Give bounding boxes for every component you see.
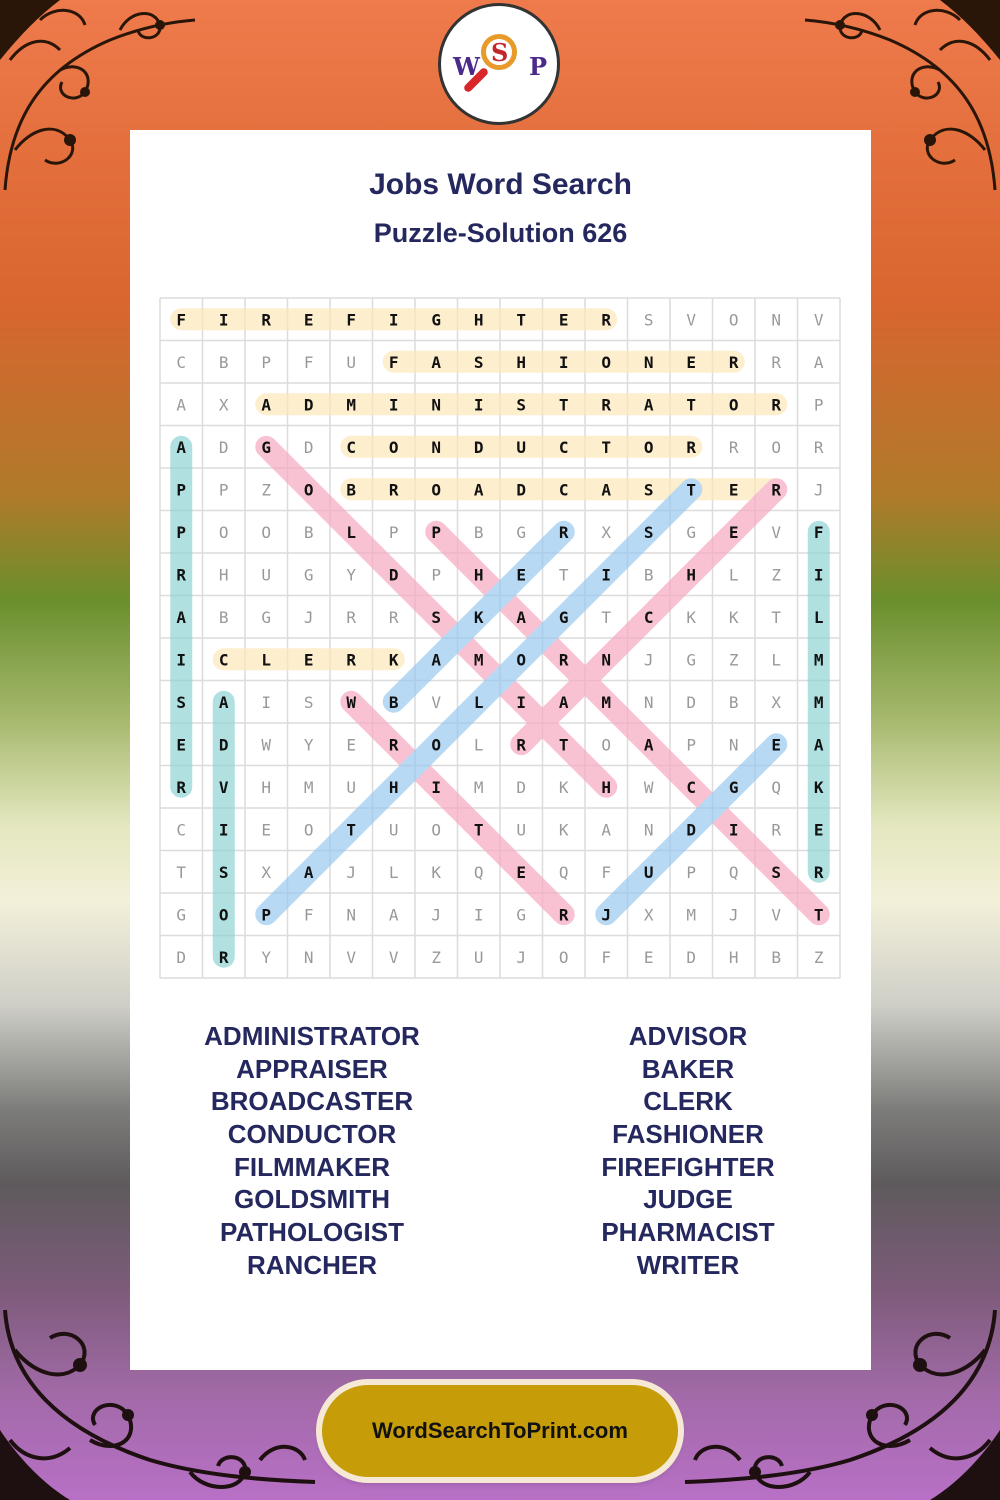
grid-cell: E [558, 310, 569, 330]
grid-cell: X [601, 522, 612, 542]
grid-cell: I [601, 565, 612, 585]
grid-cell: X [218, 395, 229, 415]
grid-cell: F [601, 862, 612, 882]
grid-cell: R [388, 607, 399, 627]
grid-cell: U [346, 777, 357, 797]
grid-cell: S [473, 352, 484, 372]
grid-cell: M [473, 777, 484, 797]
grid-cell: G [261, 437, 272, 457]
word-list-item: CLERK [643, 1086, 733, 1117]
grid-cell: F [388, 352, 399, 372]
grid-cell: L [813, 607, 824, 627]
grid-cell: I [218, 820, 229, 840]
grid-cell: H [728, 947, 739, 967]
grid-cell: T [771, 607, 782, 627]
grid-cell: R [813, 862, 824, 882]
grid-cell: V [388, 947, 399, 967]
grid-cell: V [771, 522, 782, 542]
grid-cell: A [431, 352, 442, 372]
grid-cell: P [388, 522, 399, 542]
grid-cell: D [176, 947, 187, 967]
grid-cell: E [303, 310, 314, 330]
grid-cell: J [346, 862, 357, 882]
grid-cell: U [261, 565, 272, 585]
grid-cell: O [303, 480, 314, 500]
word-list-item: PATHOLOGIST [220, 1217, 404, 1248]
grid-cell: O [643, 437, 654, 457]
grid-cell: W [346, 692, 357, 712]
grid-cell: R [728, 352, 739, 372]
grid-cell: U [346, 352, 357, 372]
grid-cell: H [473, 310, 484, 330]
grid-cell: E [771, 735, 782, 755]
logo-letter-p: P [529, 52, 548, 81]
grid-cell: C [346, 437, 357, 457]
grid-cell: D [303, 437, 314, 457]
grid-cell: J [813, 480, 824, 500]
grid-cell: N [771, 310, 782, 330]
grid-cell: N [643, 820, 654, 840]
grid-cell: E [303, 650, 314, 670]
grid-cell: U [473, 947, 484, 967]
word-list-item: FILMMAKER [234, 1151, 390, 1182]
grid-cell: Q [771, 777, 782, 797]
grid-cell: F [176, 310, 187, 330]
grid-cell: H [261, 777, 272, 797]
word-list-right [508, 1020, 868, 1282]
grid-cell: Q [558, 862, 569, 882]
grid-cell: L [473, 692, 484, 712]
grid-cell: A [516, 607, 527, 627]
grid-cell: W [643, 777, 654, 797]
grid-cell: G [516, 905, 527, 925]
grid-cell: S [643, 480, 654, 500]
grid-cell: J [643, 650, 654, 670]
grid-cell: T [601, 607, 612, 627]
grid-cell: M [813, 692, 824, 712]
grid-cell: P [686, 735, 697, 755]
grid-cell: K [431, 862, 442, 882]
grid-cell: Y [303, 735, 314, 755]
grid-cell: I [218, 310, 229, 330]
grid-cell: B [388, 692, 399, 712]
grid-cell: Z [771, 565, 782, 585]
grid-cell: M [303, 777, 314, 797]
grid-cell: S [431, 607, 442, 627]
word-list-item: GOLDSMITH [234, 1184, 390, 1215]
grid-cell: I [473, 905, 484, 925]
grid-cell: H [686, 565, 697, 585]
grid-cell: O [771, 437, 782, 457]
grid-cell: L [728, 565, 739, 585]
grid-cell: D [303, 395, 314, 415]
grid-cell: D [686, 692, 697, 712]
grid-cell: J [431, 905, 442, 925]
grid-cell: P [261, 352, 272, 372]
grid-cell: C [558, 437, 569, 457]
grid-cell: D [516, 480, 527, 500]
grid-cell: T [473, 820, 484, 840]
grid-cell: S [516, 395, 527, 415]
grid-cell: E [813, 820, 824, 840]
grid-cell: L [346, 522, 357, 542]
word-list-item: ADMINISTRATOR [204, 1021, 420, 1051]
grid-cell: P [431, 522, 442, 542]
grid-cell: P [176, 480, 187, 500]
grid-cell: A [601, 820, 612, 840]
grid-cell: I [473, 395, 484, 415]
grid-cell: K [473, 607, 484, 627]
grid-cell: E [643, 947, 654, 967]
grid-cell: M [601, 692, 612, 712]
grid-cell: O [218, 522, 229, 542]
grid-cell: T [558, 735, 569, 755]
grid-cell: U [516, 437, 527, 457]
grid-cell: W [261, 735, 272, 755]
grid-cell: H [601, 777, 612, 797]
grid-cell: I [388, 395, 399, 415]
grid-cell: L [388, 862, 399, 882]
grid-cell: B [218, 607, 229, 627]
grid-cell: A [261, 395, 272, 415]
grid-cell: K [813, 777, 824, 797]
grid-cell: T [516, 310, 527, 330]
grid-cell: S [643, 310, 654, 330]
grid-cell: S [218, 862, 229, 882]
grid-cell: V [431, 692, 442, 712]
grid-cell: I [516, 692, 527, 712]
grid-cell: O [261, 522, 272, 542]
site-link-button[interactable] [322, 1385, 678, 1477]
grid-cell: P [261, 905, 272, 925]
grid-cell: D [473, 437, 484, 457]
grid-cell: R [261, 310, 272, 330]
word-list-item: ADVISOR [628, 1021, 748, 1051]
grid-cell: N [346, 905, 357, 925]
grid-cell: R [771, 352, 782, 372]
grid-cell: D [388, 565, 399, 585]
grid-cell: X [643, 905, 654, 925]
word-list-item: APPRAISER [236, 1053, 388, 1084]
word-list-item: WRITER [636, 1249, 740, 1280]
grid-cell: I [558, 352, 569, 372]
grid-cell: X [261, 862, 272, 882]
word-list-item: CONDUCTOR [227, 1119, 397, 1150]
grid-cell: V [346, 947, 357, 967]
word-list-item: JUDGE [643, 1184, 733, 1215]
grid-cell: R [516, 735, 527, 755]
grid-cell: T [813, 905, 824, 925]
grid-cell: M [346, 395, 357, 415]
grid-cell: H [388, 777, 399, 797]
grid-cell: O [558, 947, 569, 967]
grid-cell: O [728, 310, 739, 330]
grid-cell: Z [431, 947, 442, 967]
grid-cell: A [303, 862, 314, 882]
puzzle-panel [130, 130, 871, 1370]
grid-cell: I [813, 565, 824, 585]
grid-cell: R [771, 395, 782, 415]
site-link-label: WordSearchToPrint.com [372, 1418, 628, 1443]
grid-cell: R [558, 522, 569, 542]
grid-cell: E [516, 862, 527, 882]
grid-cell: A [388, 905, 399, 925]
grid-cell: E [516, 565, 527, 585]
grid-cell: H [218, 565, 229, 585]
grid-cell: S [176, 692, 187, 712]
grid-cell: K [728, 607, 739, 627]
grid-cell: O [303, 820, 314, 840]
grid-cell: X [771, 692, 782, 712]
grid-cell: A [176, 395, 187, 415]
grid-cell: F [601, 947, 612, 967]
grid-cell: O [728, 395, 739, 415]
grid-cell: G [686, 522, 697, 542]
grid-cell: K [558, 820, 569, 840]
grid-cell: M [813, 650, 824, 670]
grid-cell: N [303, 947, 314, 967]
grid-cell: D [686, 820, 697, 840]
grid-cell: P [686, 862, 697, 882]
grid-cell: T [601, 437, 612, 457]
grid-cell: O [431, 735, 442, 755]
grid-cell: R [558, 905, 569, 925]
grid-cell: R [346, 607, 357, 627]
grid-cell: H [473, 565, 484, 585]
grid-cell: G [303, 565, 314, 585]
logo-letter-s: S [491, 38, 509, 67]
grid-cell: R [601, 395, 612, 415]
grid-cell: V [813, 310, 824, 330]
grid-cell: V [771, 905, 782, 925]
grid-cell: T [686, 395, 697, 415]
grid-cell: U [643, 862, 654, 882]
grid-cell: R [813, 437, 824, 457]
grid-cell: I [728, 820, 739, 840]
grid-cell: V [686, 310, 697, 330]
grid-cell: Z [813, 947, 824, 967]
grid-cell: E [346, 735, 357, 755]
grid-cell: L [261, 650, 272, 670]
grid-cell: S [643, 522, 654, 542]
grid-cell: B [218, 352, 229, 372]
grid-cell: O [601, 735, 612, 755]
grid-cell: Y [346, 565, 357, 585]
grid-cell: O [388, 437, 399, 457]
grid-cell: R [346, 650, 357, 670]
grid-cell: A [218, 692, 229, 712]
grid-cell: C [176, 352, 187, 372]
grid-cell: G [728, 777, 739, 797]
grid-cell: E [686, 352, 697, 372]
grid-cell: D [686, 947, 697, 967]
grid-cell: R [176, 565, 187, 585]
grid-cell: U [516, 820, 527, 840]
grid-cell: P [813, 395, 824, 415]
grid-cell: R [388, 480, 399, 500]
grid-cell: T [686, 480, 697, 500]
grid-cell: B [728, 692, 739, 712]
grid-cell: M [473, 650, 484, 670]
grid-cell: A [813, 352, 824, 372]
grid-cell: D [516, 777, 527, 797]
grid-cell: E [728, 480, 739, 500]
grid-cell: F [813, 522, 824, 542]
grid-cell: R [601, 310, 612, 330]
word-list-item: FASHIONER [612, 1119, 764, 1150]
word-list-item: FIREFIGHTER [601, 1151, 775, 1182]
grid-cell: A [643, 735, 654, 755]
grid-cell: T [558, 565, 569, 585]
grid-cell: A [813, 735, 824, 755]
grid-cell: R [218, 947, 229, 967]
grid-cell: J [728, 905, 739, 925]
grid-cell: R [771, 820, 782, 840]
grid-cell: A [176, 607, 187, 627]
grid-cell: C [643, 607, 654, 627]
grid-cell: F [346, 310, 357, 330]
grid-cell: E [728, 522, 739, 542]
grid-cell: E [176, 735, 187, 755]
grid-cell: Z [728, 650, 739, 670]
grid-cell: O [431, 820, 442, 840]
grid-cell: G [686, 650, 697, 670]
grid-cell: O [218, 905, 229, 925]
grid-cell: T [176, 862, 187, 882]
grid-cell: J [303, 607, 314, 627]
word-list-item: PHARMACIST [601, 1217, 775, 1248]
grid-cell: A [176, 437, 187, 457]
grid-cell: A [473, 480, 484, 500]
grid-cell: E [261, 820, 272, 840]
grid-cell: Z [261, 480, 272, 500]
grid-cell: R [771, 480, 782, 500]
grid-cell: J [516, 947, 527, 967]
word-search-grid [130, 130, 871, 990]
grid-cell: Q [728, 862, 739, 882]
grid-cell: Q [473, 862, 484, 882]
grid-cell: B [643, 565, 654, 585]
grid-cell: I [261, 692, 272, 712]
grid-cell: K [686, 607, 697, 627]
grid-cell: L [771, 650, 782, 670]
grid-cell: K [388, 650, 399, 670]
grid-cell: O [516, 650, 527, 670]
grid-cell: A [558, 692, 569, 712]
grid-cell: S [303, 692, 314, 712]
grid-cell: T [558, 395, 569, 415]
grid-cell: L [473, 735, 484, 755]
grid-cell: A [601, 480, 612, 500]
grid-cell: N [728, 735, 739, 755]
grid-cell: G [431, 310, 442, 330]
grid-cell: N [601, 650, 612, 670]
grid-cell: J [601, 905, 612, 925]
puzzle-title: Jobs Word Search [369, 168, 632, 201]
logo-letter-w: W [453, 52, 480, 81]
grid-cell: R [388, 735, 399, 755]
grid-cell: C [176, 820, 187, 840]
grid-cell: A [431, 650, 442, 670]
grid-cell: P [218, 480, 229, 500]
grid-cell: Y [261, 947, 272, 967]
word-list-item: BAKER [641, 1053, 735, 1084]
grid-cell: C [558, 480, 569, 500]
grid-cell: O [431, 480, 442, 500]
grid-cell: R [558, 650, 569, 670]
grid-cell: P [176, 522, 187, 542]
grid-cell: B [771, 947, 782, 967]
grid-cell: N [643, 692, 654, 712]
grid-cell: C [218, 650, 229, 670]
grid-cell: I [176, 650, 187, 670]
grid-cell: I [388, 310, 399, 330]
grid-cell: N [643, 352, 654, 372]
grid-cell: B [346, 480, 357, 500]
grid-cell: A [643, 395, 654, 415]
grid-cell: R [686, 437, 697, 457]
grid-cell: G [558, 607, 569, 627]
grid-cell: O [601, 352, 612, 372]
grid-cell: K [558, 777, 569, 797]
grid-cell: I [431, 777, 442, 797]
grid-cell: G [261, 607, 272, 627]
grid-cell: N [431, 437, 442, 457]
grid-cell: R [728, 437, 739, 457]
puzzle-subtitle: Puzzle-Solution 626 [373, 218, 628, 248]
grid-cell: B [303, 522, 314, 542]
grid-cell: D [218, 437, 229, 457]
grid-cell: M [686, 905, 697, 925]
wsp-logo [438, 3, 560, 125]
word-list-left [132, 1020, 492, 1282]
word-list-item: BROADCASTER [210, 1086, 414, 1117]
grid-cell: F [303, 905, 314, 925]
grid-cell: R [176, 777, 187, 797]
word-list-item: RANCHER [247, 1249, 377, 1280]
grid-cell: D [218, 735, 229, 755]
grid-cell: N [431, 395, 442, 415]
grid-cell: P [431, 565, 442, 585]
grid-cell: T [346, 820, 357, 840]
grid-cell: S [771, 862, 782, 882]
grid-cell: G [516, 522, 527, 542]
grid-cell: C [686, 777, 697, 797]
grid-cell: U [388, 820, 399, 840]
grid-cell: F [303, 352, 314, 372]
grid-cell: G [176, 905, 187, 925]
grid-cell: V [218, 777, 229, 797]
grid-cell: H [516, 352, 527, 372]
grid-cell: B [473, 522, 484, 542]
